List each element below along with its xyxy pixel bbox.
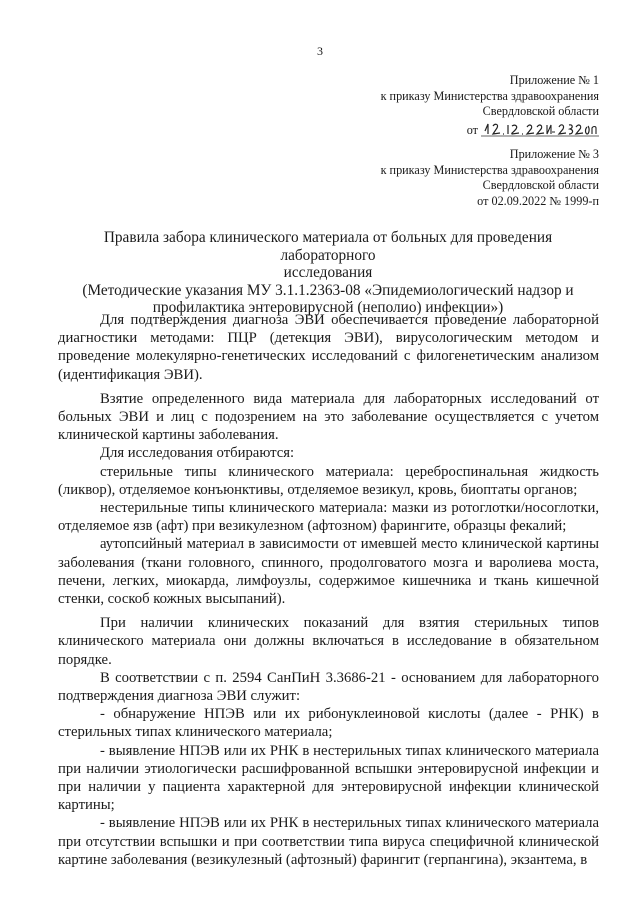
- paragraph-clinical-indications: При наличии клинических показаний для взятия стерильных типов клинического материала они должны включаться в исследование в обязательном порядке.: [58, 615, 599, 668]
- paragraph-nonsterile-material: нестерильные типы клинического материала: мазки из ротоглотки/носоглотки, отделяемое язв (афт) при везикулезном (афтозном) фарингите, образцы фекалий;: [58, 500, 599, 535]
- appendix-1-order: к приказу Министерства здравоохранения: [380, 88, 599, 103]
- title-line-4: профилактика энтеровирусной (неполио) инфекции»): [152, 299, 504, 316]
- paragraph-sterile-material: стерильные типы клинического материала: цереброспинальная жидкость (ликвор), отделяемое конъюнктивы, отделяемое везикул, кровь, биоптаты органов;: [58, 463, 599, 498]
- paragraph-criterion-2: - выявление НПЭВ или их РНК в нестерильных типах клинического материала при наличии этиологически расшифрованной вспышки энтеровирусной инфекции и при наличии у пациента характерной для энтеровирусной инфекции клинической картины;: [58, 742, 599, 814]
- paragraph-sanpin-basis: В соответствии с п. 2594 СанПиН 3.3686-21 - основанием для лабораторного подтверждения диагноза ЭВИ служит:: [58, 669, 599, 705]
- appendix-1-date-prefix: от: [466, 122, 478, 137]
- appendix-1-date-line: [299, 120, 599, 139]
- title-line-1: Правила забора клинического материала от больных для проведения лабораторного: [103, 229, 553, 264]
- page-number: 3: [317, 44, 323, 58]
- appendix-3-order: к приказу Министерства здравоохранения: [380, 162, 599, 177]
- appendix-3-title: Приложение № 3: [509, 147, 599, 161]
- paragraph-diagnostics: Для подтверждения диагноза ЭВИ обеспечивается проведение лабораторной диагностики методами: ПЦР (детекция ЭВИ), вирусологическим методом и проведение молекулярно-генетических исследований с филогенетическим анализом (идентификация ЭВИ).: [58, 312, 599, 383]
- appendix-1-title: Приложение № 1: [509, 73, 599, 87]
- paragraph-selection-intro: Для исследования отбираются:: [100, 445, 295, 462]
- appendix-3-region: Свердловской области: [482, 178, 599, 193]
- paragraph-autopsy-material: аутопсийный материал в зависимости от имевшей место клинической картины заболевания (ткани головного, спинного, продолговатого мозга и варолиева моста, печени, легких, миокарда, лимфоузлы, содержимое кишечника и ткань кишечной стенки, соскоб кожных высыпаний).: [58, 536, 599, 608]
- title-line-3: (Методические указания МУ 3.1.1.2363-08 «Эпидемиологический надзор и: [82, 281, 574, 299]
- paragraph-criterion-1: - обнаружение НПЭВ или их рибонуклеиновой кислоты (далее - РНК) в стерильных типах клинического материала;: [58, 706, 599, 741]
- title-line-2: исследования: [283, 264, 373, 281]
- paragraph-sampling: Взятие определенного вида материала для лабораторных исследований от больных ЭВИ и лиц с подозрением на это заболевание осуществляется с учетом клинической картины заболевания.: [58, 390, 599, 444]
- document-body: [58, 311, 599, 869]
- paragraph-criterion-3: - выявление НПЭВ или их РНК в нестерильных типах клинического материала при отсутствии вспышки и при соответствии типа вируса специфичной клинической картине заболевания (везикулезный (афтозный) фарингит (герпангина), экзантема, в: [58, 815, 599, 868]
- handwritten-date-signature: [481, 120, 599, 138]
- appendix-1-region: Свердловской области: [482, 104, 599, 119]
- appendix-3-header: [299, 147, 599, 209]
- document-title: [58, 229, 598, 317]
- appendix-1-header: [299, 73, 599, 138]
- appendix-3-date: от 02.09.2022 № 1999-п: [477, 193, 599, 208]
